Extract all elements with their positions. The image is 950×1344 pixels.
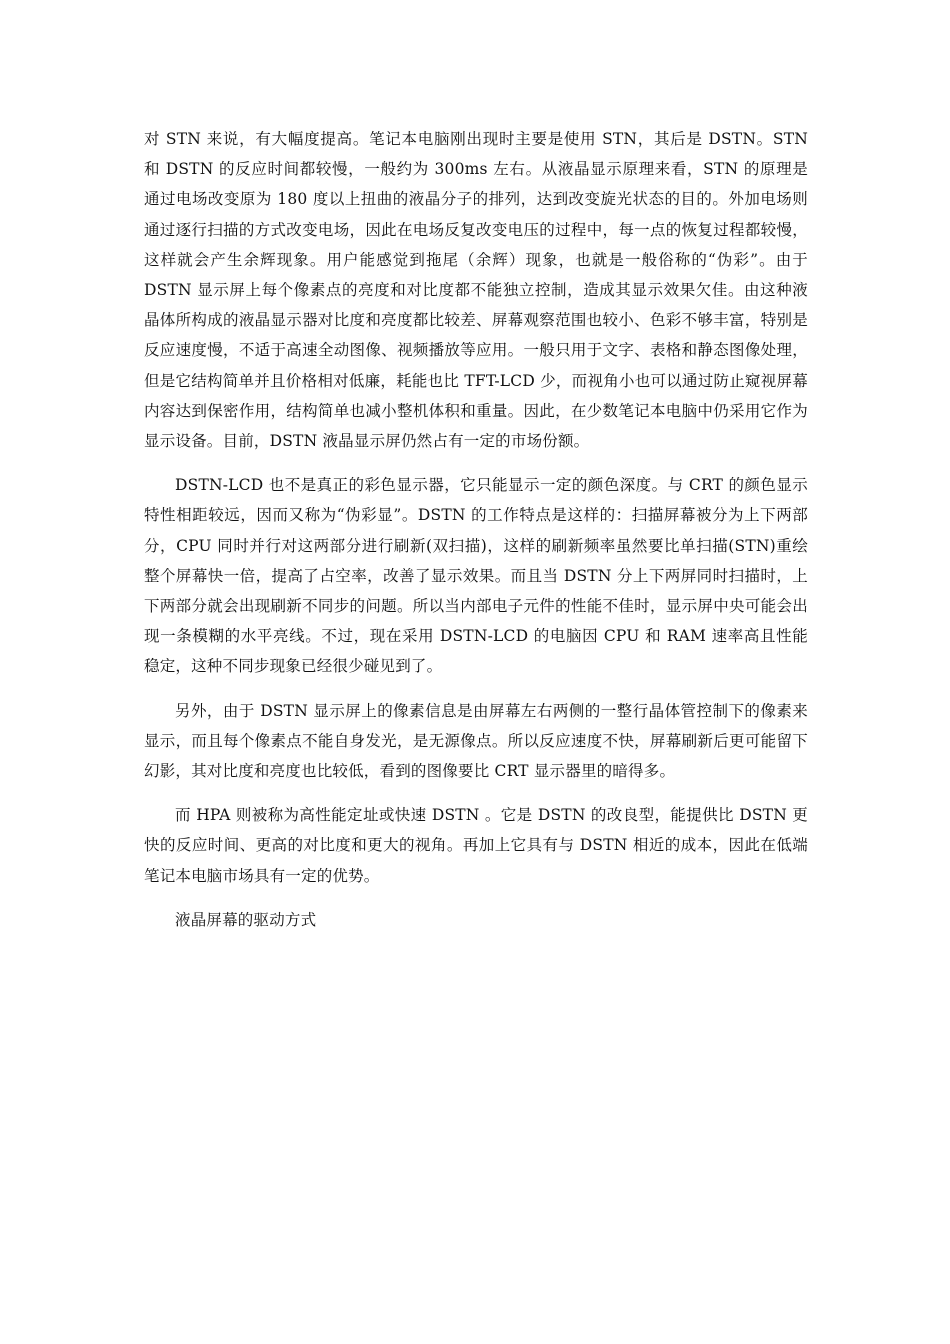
section-heading-drive-method: 液晶屏幕的驱动方式: [175, 910, 317, 929]
paragraph-dstn-lcd: DSTN-LCD 也不是真正的彩色显示器，它只能显示一定的颜色深度。与 CRT 的颜色显示特性相距较远，因而又称为“伪彩显”。DSTN 的工作特点是这样的：扫描屏幕被分为上下两部分，CPU 同时并行对这两部分进行刷新(双扫描)，这样的刷新频率虽然要比单扫描(STN)重绘整个屏幕快一倍，提高了占空率，改善了显示效果。而且当 DSTN 分上下两屏同时扫描时，上下两部分就会出现刷新不同步的问题。所以当内部电子元件的性能不佳时，显示屏中央可能会出现一条模糊的水平亮线。不过，现在采用 DSTN-LCD 的电脑因 CPU 和 RAM 速率高且性能稳定，这种不同步现象已经很少碰见到了。: [144, 476, 808, 676]
paragraph-dstn-pixels: 另外，由于 DSTN 显示屏上的像素信息是由屏幕左右两侧的一整行晶体管控制下的像素来显示，而且每个像素点不能自身发光，是无源像点。所以反应速度不快，屏幕刷新后更可能留下幻影，其对比度和亮度也比较低，看到的图像要比 CRT 显示器里的暗得多。: [144, 701, 808, 781]
paragraph-stn-response: 对 STN 来说，有大幅度提高。笔记本电脑刚出现时主要是使用 STN，其后是 DSTN。STN 和 DSTN 的反应时间都较慢，一般约为 300ms 左右。从液晶显示原理来看，STN 的原理是通过电场改变原为 180 度以上扭曲的液晶分子的排列，达到改变旋光状态的目的。外加电场则通过逐行扫描的方式改变电场，因此在电场反复改变电压的过程中，每一点的恢复过程都较慢，这样就会产生余辉现象。用户能感觉到拖尾（余辉）现象，也就是一般俗称的“伪彩”。由于 DSTN 显示屏上每个像素点的亮度和对比度都不能独立控制，造成其显示效果欠佳。由这种液晶体所构成的液晶显示器对比度和亮度都比较差、屏幕观察范围也较小、色彩不够丰富，特别是反应速度慢，不适于高速全动图像、视频播放等应用。一般只用于文字、表格和静态图像处理，但是它结构简单并且价格相对低廉，耗能也比 TFT-LCD 少，而视角小也可以通过防止窥视屏幕内容达到保密作用，结构简单也减小整机体积和重量。因此，在少数笔记本电脑中仍采用它作为显示设备。目前，DSTN 液晶显示屏仍然占有一定的市场份额。: [144, 130, 808, 451]
paragraph-hpa: 而 HPA 则被称为高性能定址或快速 DSTN 。它是 DSTN 的改良型，能提供比 DSTN 更快的反应时间、更高的对比度和更大的视角。再加上它具有与 DSTN 相近的成本，因此在低端笔记本电脑市场具有一定的优势。: [144, 806, 808, 885]
document-body: [144, 124, 808, 935]
